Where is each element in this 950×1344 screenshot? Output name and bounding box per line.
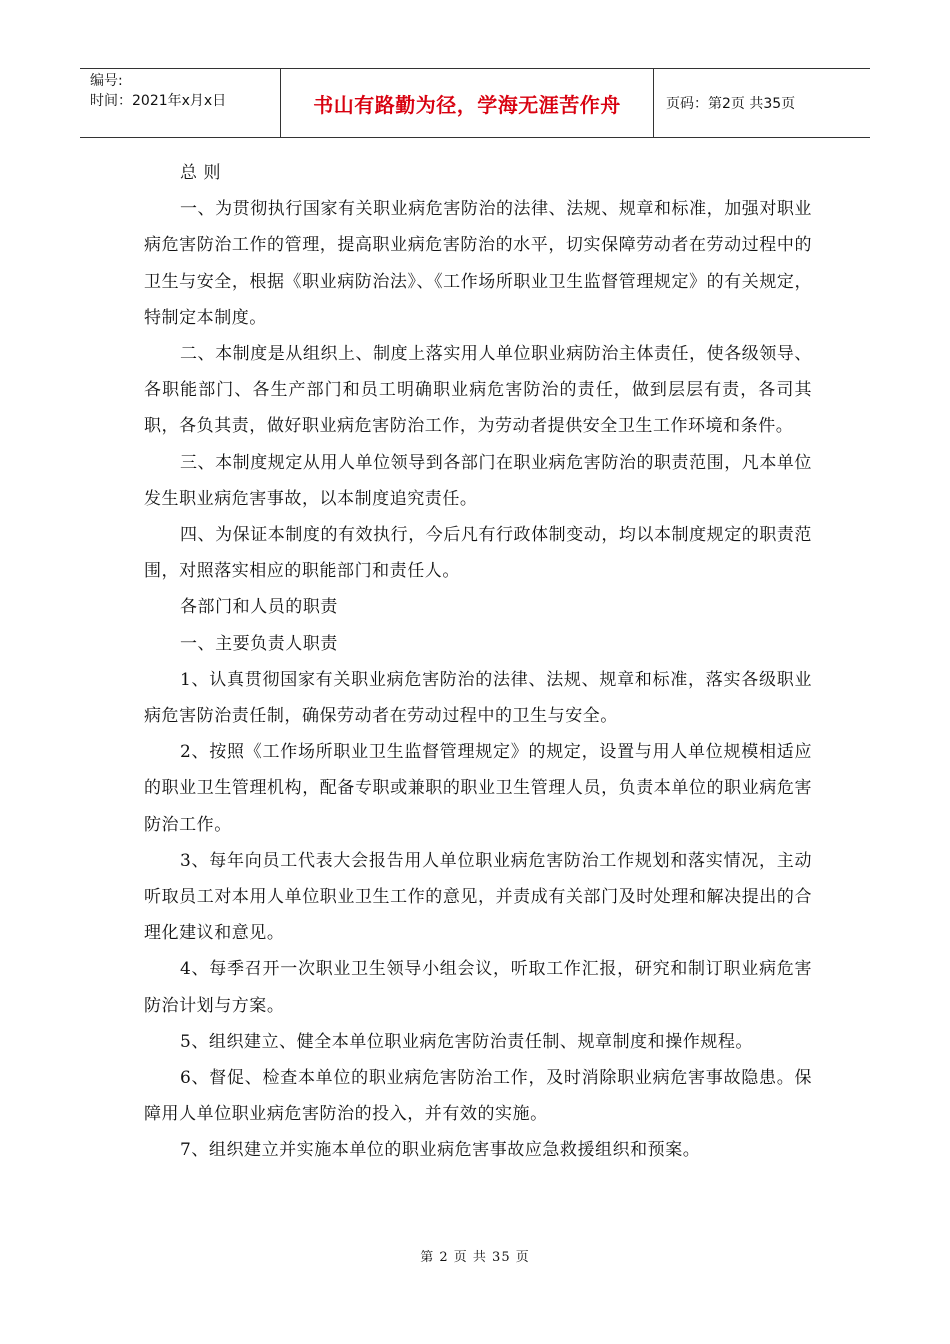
- paragraph: 三、本制度规定从用人单位领导到各部门在职业病危害防治的职责范围，凡本单位发生职业病危害事故，以本制度追究责任。: [144, 452, 812, 509]
- header-motto: 书山有路勤为径，学海无涯苦作舟: [313, 92, 621, 117]
- document-number-label: 编号:: [90, 73, 123, 89]
- document-header: [80, 68, 870, 138]
- paragraph: 2、按照《工作场所职业卫生监督管理规定》的规定，设置与用人单位规模相适应的职业卫生管理机构，配备专职或兼职的职业卫生管理人员，负责本单位的职业病危害防治工作。: [144, 742, 812, 835]
- paragraph: 各部门和人员的职责: [180, 597, 338, 618]
- header-meta-cell: [80, 69, 281, 137]
- paragraph: 6、督促、检查本单位的职业病危害防治工作，及时消除职业病危害事故隐患。保障用人单位职业病危害防治的投入，并有效的实施。: [144, 1068, 812, 1125]
- document-body: [144, 155, 812, 1169]
- header-motto-cell: [281, 69, 654, 137]
- header-page-cell: [654, 69, 870, 137]
- page-footer: 第 2 页 共 35 页: [420, 1250, 530, 1265]
- document-time-label: 时间：2021年x月x日: [90, 93, 227, 109]
- paragraph: 总 则: [180, 163, 222, 183]
- paragraph: 四、为保证本制度的有效执行，今后凡有行政体制变动，均以本制度规定的职责范围，对照落实相应的职能部门和责任人。: [144, 525, 812, 582]
- paragraph: 1、认真贯彻国家有关职业病危害防治的法律、法规、规章和标准，落实各级职业病危害防治责任制，确保劳动者在劳动过程中的卫生与安全。: [144, 669, 812, 727]
- paragraph: 7、组织建立并实施本单位的职业病危害事故应急救援组织和预案。: [180, 1140, 701, 1161]
- paragraph: 5、组织建立、健全本单位职业病危害防治责任制、规章制度和操作规程。: [180, 1031, 753, 1052]
- paragraph: 3、每年向员工代表大会报告用人单位职业病危害防治工作规划和落实情况，主动听取员工对本用人单位职业卫生工作的意见，并责成有关部门及时处理和解决提出的合理化建议和意见。: [144, 850, 812, 944]
- header-page-info: 页码：第2页 共35页: [666, 96, 796, 112]
- paragraph: 一、主要负责人职责: [180, 633, 338, 654]
- paragraph: 一、为贯彻执行国家有关职业病危害防治的法律、法规、规章和标准，加强对职业病危害防治工作的管理，提高职业病危害防治的水平，切实保障劳动者在劳动过程中的卫生与安全，根据《职业病防治法》、《工作场所职业卫生监督管理规定》的有关规定，特制定本制度。: [144, 199, 812, 328]
- paragraph: 二、本制度是从组织上、制度上落实用人单位职业病防治主体责任，使各级领导、各职能部门、各生产部门和员工明确职业病危害防治的责任，做到层层有责，各司其职，各负其责，做好职业病危害防治工作，为劳动者提供安全卫生工作环境和条件。: [144, 344, 812, 437]
- paragraph: 4、每季召开一次职业卫生领导小组会议，听取工作汇报，研究和制订职业病危害防治计划与方案。: [144, 959, 812, 1016]
